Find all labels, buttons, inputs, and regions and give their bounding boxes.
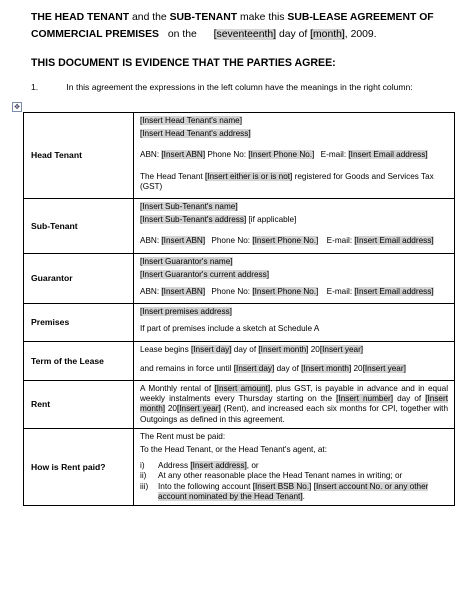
option-i-suffix: , or (246, 461, 259, 471)
guarantor-abn-label: ABN: (140, 287, 160, 297)
heading-day-placeholder: [seventeenth] (213, 29, 277, 40)
sub-tenant-address-note: [if applicable] (248, 215, 297, 225)
sub-tenant-abn-label: ABN: (140, 236, 160, 246)
table-row-sub-tenant (24, 199, 455, 254)
term-end-day-placeholder: [Insert day] (233, 363, 275, 373)
table-row-term (24, 341, 455, 380)
section-subheading: THIS DOCUMENT IS EVIDENCE THAT THE PARTIES AGREE: (31, 57, 336, 69)
rent-text-4: (Rent), and increased each six months for CPI, together with Outgoings as defined in this agreement. (140, 404, 448, 424)
rent-century: 20 (167, 404, 177, 414)
rent-text-2: , plus GST, is payable in advance and in equal weekly instalments every Thursday starting on the (140, 384, 449, 404)
term-end-day-of: day of (276, 363, 299, 373)
rent-text-3: day of (397, 394, 422, 404)
table-move-handle-icon[interactable]: ✥ (12, 102, 22, 112)
table-row-guarantor (24, 253, 455, 304)
heading-day-of: day of (278, 29, 308, 40)
rent-start-number-placeholder: [Insert number] (336, 394, 394, 404)
head-tenant-email-label: E-mail: (320, 150, 347, 160)
premises-address-placeholder: [Insert premises address] (140, 307, 232, 317)
head-tenant-email-placeholder: [Insert Email address] (348, 150, 428, 160)
row-label-how-paid: How is Rent paid? (24, 428, 134, 505)
rent-start-year-placeholder: [Insert year] (176, 404, 221, 414)
sub-tenant-name-placeholder: [Insert Sub-Tenant's name] (140, 202, 238, 212)
table-row-head-tenant (24, 113, 455, 199)
heading-on-the: on the (167, 29, 197, 40)
heading-and: and the (132, 12, 167, 23)
head-tenant-phone-label: Phone No: (207, 150, 247, 160)
rent-amount-placeholder: [Insert amount] (214, 384, 271, 394)
row-value-how-paid (134, 428, 455, 505)
heading-title-line2: OF COMMERCIAL PREMISES (31, 12, 434, 40)
option-ii-text: At any other reasonable place the Head Tenant names in writing; or (158, 471, 403, 481)
head-tenant-name-placeholder: [Insert Head Tenant's name] (140, 116, 242, 125)
head-tenant-gst-prefix: The Head Tenant (140, 171, 203, 181)
list-item (140, 471, 448, 481)
payment-options-list (140, 461, 448, 502)
option-iii-prefix: Into the following account (158, 481, 251, 491)
row-value-head-tenant (134, 113, 455, 199)
table-row-premises (24, 304, 455, 341)
row-label-rent: Rent (24, 381, 134, 429)
option-i-prefix: Address (158, 461, 189, 471)
agreement-heading (31, 9, 456, 43)
row-value-guarantor (134, 253, 455, 304)
head-tenant-abn-placeholder: [Insert ABN] (161, 150, 206, 160)
option-iii-bsb-placeholder: [Insert BSB No.] (252, 481, 312, 491)
heading-sub-tenant: SUB-TENANT (169, 12, 238, 23)
option-iii-number: iii) (140, 481, 149, 491)
row-value-term (134, 341, 455, 380)
option-iii-account-placeholder: [Insert account No. or any other account nominated by the Head Tenant] (158, 481, 429, 501)
option-iii-suffix: . (302, 491, 305, 501)
term-remains-text: and remains in force until (140, 363, 232, 373)
term-end-century: 20 (353, 363, 363, 373)
head-tenant-phone-placeholder: [Insert Phone No.] (248, 150, 315, 160)
row-value-rent (134, 381, 455, 429)
premises-sketch-note: If part of premises include a sketch at Schedule A (140, 324, 320, 334)
row-value-sub-tenant (134, 199, 455, 254)
option-i-number: i) (140, 461, 145, 471)
how-paid-to-text: To the Head Tenant, or the Head Tenant's agent, at: (140, 445, 327, 455)
term-begins-text: Lease begins (140, 344, 189, 354)
rent-start-month-placeholder: [Insert month] (140, 394, 448, 414)
heading-month-placeholder: [month] (310, 29, 345, 40)
heading-year: , 2009. (344, 29, 377, 40)
term-begin-month-placeholder: [Insert month] (258, 344, 309, 354)
sub-tenant-email-label: E-mail: (326, 236, 353, 246)
head-tenant-address-placeholder: [Insert Head Tenant's address] (140, 129, 251, 139)
option-i-address-placeholder: [Insert address] (190, 461, 247, 471)
list-item (140, 461, 448, 471)
guarantor-email-placeholder: [Insert Email address] (354, 287, 434, 297)
row-value-premises (134, 304, 455, 341)
row-label-term: Term of the Lease (24, 341, 134, 380)
row-label-head-tenant: Head Tenant (24, 113, 134, 199)
list-item (140, 482, 448, 502)
row-label-guarantor: Guarantor (24, 253, 134, 304)
definitions-table (23, 112, 455, 506)
heading-head-tenant: THE HEAD TENANT (31, 12, 130, 23)
row-label-premises: Premises (24, 304, 134, 341)
clause-1-text: In this agreement the expressions in the left column have the meanings in the right column: (66, 82, 413, 92)
term-begin-year-placeholder: [Insert year] (319, 344, 364, 354)
guarantor-abn-placeholder: [Insert ABN] (161, 287, 206, 297)
rent-text-1: A Monthly rental of (140, 384, 212, 394)
term-end-year-placeholder: [Insert year] (362, 363, 406, 373)
row-label-sub-tenant: Sub-Tenant (24, 199, 134, 254)
sub-tenant-email-placeholder: [Insert Email address] (354, 236, 434, 246)
guarantor-address-placeholder: [Insert Guarantor's current address] (140, 269, 269, 279)
heading-title-line1: SUB-LEASE AGREEMENT (287, 12, 417, 23)
guarantor-name-placeholder: [Insert Guarantor's name] (140, 256, 233, 266)
heading-make: make this (240, 12, 285, 23)
guarantor-phone-placeholder: [Insert Phone No.] (252, 287, 319, 297)
option-ii-number: ii) (140, 471, 147, 481)
term-begin-century: 20 (310, 344, 320, 354)
sub-tenant-address-placeholder: [Insert Sub-Tenant's address] (140, 215, 247, 225)
clause-1 (31, 82, 413, 92)
table-row-rent (24, 381, 455, 429)
head-tenant-gst-placeholder: [Insert either is or is not] (204, 171, 293, 181)
sub-tenant-phone-label: Phone No: (211, 236, 251, 246)
head-tenant-abn-label: ABN: (140, 150, 160, 160)
head-tenant-gst-suffix: registered for Goods and Services Tax (GST) (140, 171, 434, 191)
term-end-month-placeholder: [Insert month] (301, 363, 352, 373)
guarantor-email-label: E-mail: (326, 287, 353, 297)
guarantor-phone-label: Phone No: (211, 287, 251, 297)
sub-tenant-phone-placeholder: [Insert Phone No.] (252, 236, 319, 246)
term-begin-day-of: day of (233, 344, 257, 354)
term-begin-day-placeholder: [Insert day] (191, 344, 232, 354)
how-paid-must-text: The Rent must be paid: (140, 431, 226, 441)
clause-1-number: 1. (31, 82, 39, 92)
table-row-how-paid (24, 428, 455, 505)
sub-tenant-abn-placeholder: [Insert ABN] (161, 236, 206, 246)
